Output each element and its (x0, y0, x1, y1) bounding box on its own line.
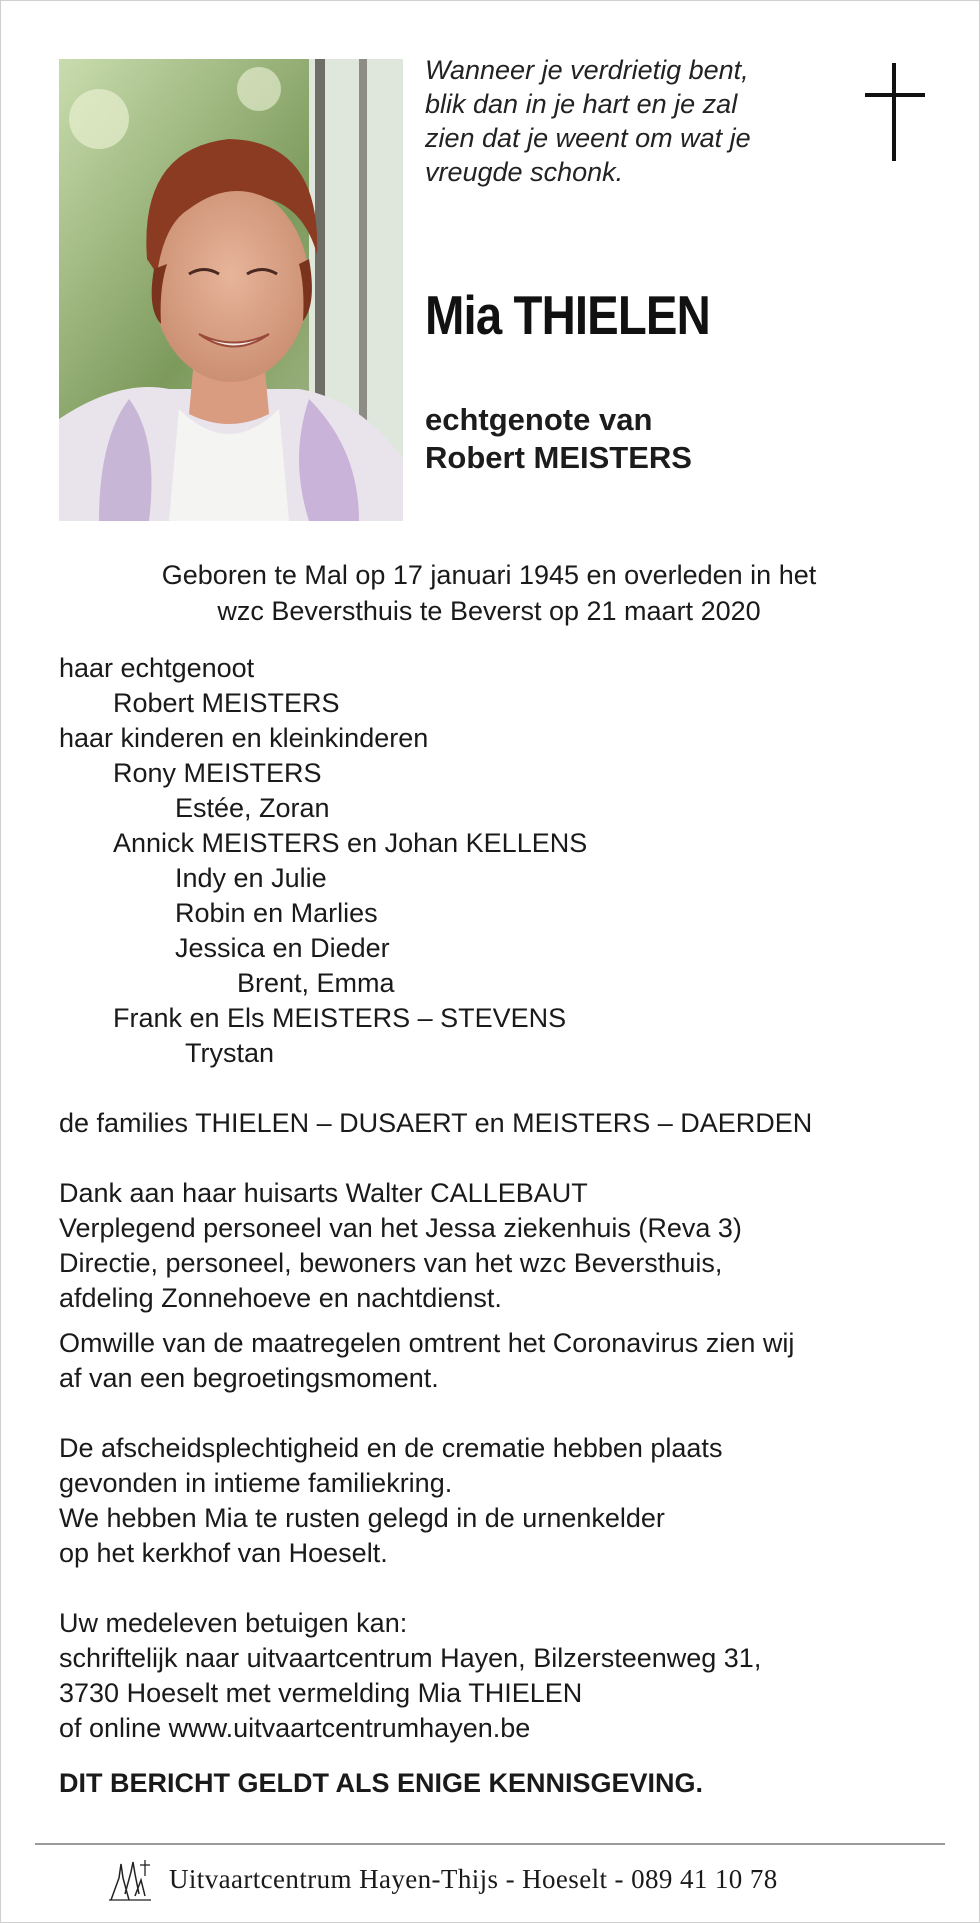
funeral-home-logo (105, 1854, 155, 1904)
family-member: Robin en Marlies (175, 898, 378, 928)
corona-line: Omwille van de maatregelen omtrent het Coronavirus zien wij (59, 1328, 795, 1358)
birth-death-statement (59, 557, 919, 629)
footer-contact: Uitvaartcentrum Hayen-Thijs - Hoeselt - 089 41 10 78 (169, 1863, 778, 1894)
death-line: wzc Beversthuis te Beverst op 21 maart 2020 (217, 596, 761, 626)
poem-line: blik dan in je hart en je zal (425, 89, 738, 119)
spouse-relation: echtgenote van (425, 402, 653, 437)
family-member: Annick MEISTERS en Johan KELLENS (113, 828, 588, 858)
thanks-line: Dank aan haar huisarts Walter CALLEBAUT (59, 1178, 588, 1208)
poem-line: vreugde schonk. (425, 157, 624, 187)
thanks-line: Verplegend personeel van het Jessa ziekenhuis (Reva 3) (59, 1213, 742, 1243)
family-label: haar echtgenoot (59, 653, 255, 683)
family-member: Brent, Emma (237, 968, 395, 998)
thanks-line: afdeling Zonnehoeve en nachtdienst. (59, 1283, 502, 1313)
footer-divider (35, 1843, 945, 1845)
ceremony-line: De afscheidsplechtigheid en de crematie hebben plaats (59, 1433, 723, 1463)
families-line: de families THIELEN – DUSAERT en MEISTERS – DAERDEN (59, 1108, 813, 1138)
deceased-name: Mia THIELEN (425, 284, 710, 346)
family-member: Estée, Zoran (175, 793, 330, 823)
ceremony-line: We hebben Mia te rusten gelegd in de urnenkelder (59, 1503, 665, 1533)
condolence-line: of online www.uitvaartcentrumhayen.be (59, 1713, 531, 1743)
family-member: Frank en Els MEISTERS – STEVENS (113, 1003, 567, 1033)
ceremony-line: gevonden in intieme familiekring. (59, 1468, 453, 1498)
poem-line: Wanneer je verdrietig bent, (425, 55, 749, 85)
condolence-line: schriftelijk naar uitvaartcentrum Hayen, Bilzersteenweg 31, (59, 1643, 762, 1673)
family-member: Robert MEISTERS (113, 688, 340, 718)
obituary-body (59, 651, 939, 1801)
poem-line: zien dat je weent om wat je (425, 123, 751, 153)
thanks-line: Directie, personeel, bewoners van het wzc Beversthuis, (59, 1248, 723, 1278)
family-label: haar kinderen en kleinkinderen (59, 723, 429, 753)
condolence-line: Uw medeleven betuigen kan: (59, 1608, 408, 1638)
latin-cross-icon (865, 63, 925, 161)
footer (105, 1851, 778, 1907)
family-member: Jessica en Dieder (175, 933, 390, 963)
family-member: Trystan (185, 1038, 275, 1068)
family-member: Indy en Julie (175, 863, 327, 893)
portrait-photo (59, 59, 403, 521)
notice-statement: DIT BERICHT GELDT ALS ENIGE KENNISGEVING. (59, 1768, 704, 1798)
condolence-line: 3730 Hoeselt met vermelding Mia THIELEN (59, 1678, 583, 1708)
spouse-block (425, 401, 692, 477)
poem (425, 53, 825, 189)
family-member: Rony MEISTERS (113, 758, 322, 788)
spouse-name: Robert MEISTERS (425, 440, 692, 475)
birth-line: Geboren te Mal op 17 januari 1945 en overleden in het (161, 560, 817, 590)
corona-line: af van een begroetingsmoment. (59, 1363, 439, 1393)
ceremony-line: op het kerkhof van Hoeselt. (59, 1538, 388, 1568)
